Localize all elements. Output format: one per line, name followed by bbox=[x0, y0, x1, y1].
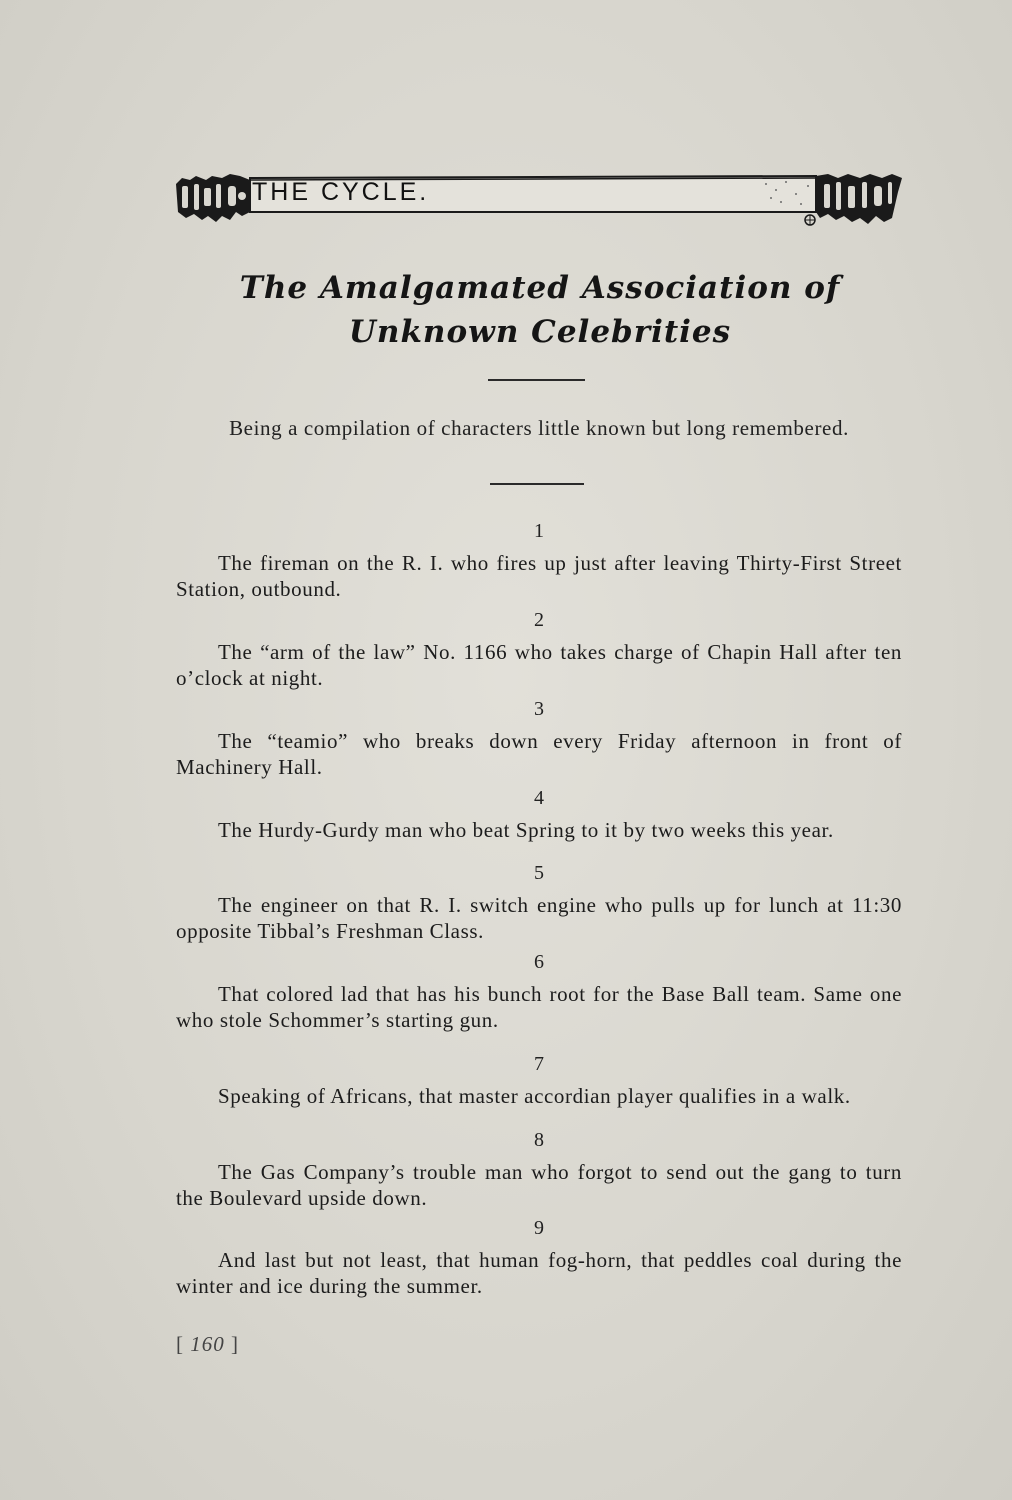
running-header-banner bbox=[176, 172, 902, 228]
entry-text: Speaking of Africans, that master accordian player qualifies in a walk. bbox=[218, 1084, 851, 1108]
entry-text: The Gas Company’s trouble man who forgot to send out the gang to turn the Boulevard upside down. bbox=[176, 1160, 902, 1210]
entry-text: The engineer on that R. I. switch engine who pulls up for lunch at 11:30 opposite Tibbal’s Freshman Class. bbox=[176, 893, 902, 943]
article-subtitle: Being a compilation of characters little known but long remembered. bbox=[229, 416, 849, 440]
entry-text: The “teamio” who breaks down every Friday afternoon in front of Machinery Hall. bbox=[176, 729, 902, 779]
title-divider bbox=[488, 379, 585, 381]
entry-number: 1 bbox=[534, 520, 544, 542]
page-number-value: 160 bbox=[190, 1332, 225, 1356]
entry-number: 4 bbox=[534, 787, 544, 809]
entry-number: 3 bbox=[534, 698, 544, 720]
page-number-close-bracket: ] bbox=[231, 1332, 239, 1356]
entry-number: 5 bbox=[534, 862, 544, 884]
entry-text: The Hurdy-Gurdy man who beat Spring to it by two weeks this year. bbox=[218, 818, 834, 842]
page-number-open-bracket: [ bbox=[176, 1332, 184, 1356]
running-title: THE CYCLE. bbox=[252, 178, 430, 206]
subtitle-divider bbox=[490, 483, 584, 485]
article-title: The Amalgamated Association of Unknown Celebrities bbox=[239, 270, 841, 350]
entry-number: 7 bbox=[534, 1053, 544, 1075]
entry-text: That colored lad that has his bunch root for the Base Ball team. Same one who stole Schommer’s starting gun. bbox=[176, 982, 902, 1032]
entry-number: 6 bbox=[534, 951, 544, 973]
entry-number: 9 bbox=[534, 1217, 544, 1239]
entry-number: 2 bbox=[534, 609, 544, 631]
page-number bbox=[176, 1332, 239, 1357]
entry-text: The fireman on the R. I. who fires up just after leaving Thirty-First Street Station, outbound. bbox=[176, 551, 902, 601]
entry-text: And last but not least, that human fog-horn, that peddles coal during the winter and ice during the summer. bbox=[176, 1248, 902, 1298]
entry-number: 8 bbox=[534, 1129, 544, 1151]
entry-text: The “arm of the law” No. 1166 who takes charge of Chapin Hall after ten o’clock at night. bbox=[176, 640, 902, 690]
